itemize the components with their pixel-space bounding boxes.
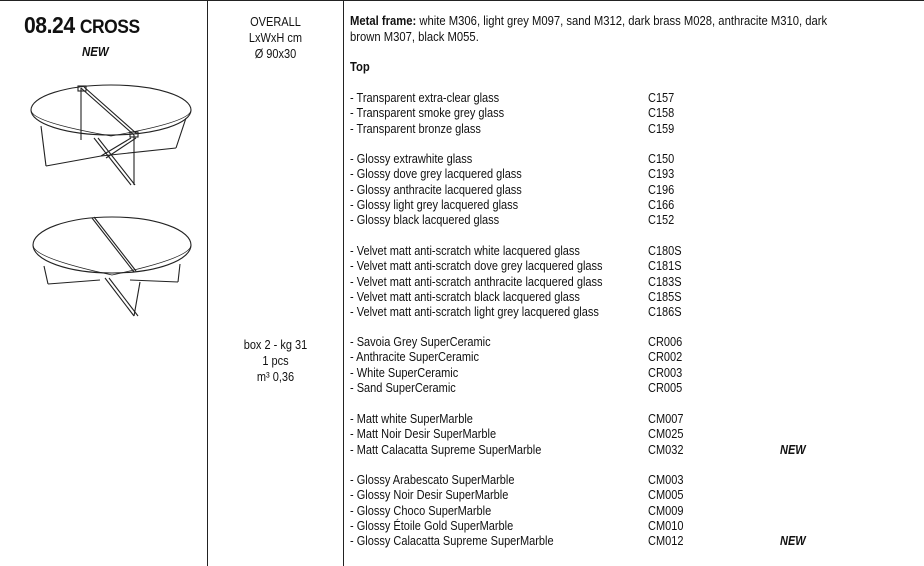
finish-row (350, 350, 910, 365)
finish-code: CR006 (648, 335, 683, 349)
finish-row (350, 259, 910, 274)
finish-code: CM009 (648, 503, 684, 518)
finish-row (350, 366, 910, 381)
finish-code: CR005 (648, 380, 683, 395)
finish-code: C150 (648, 152, 675, 166)
finish-code: C157 (648, 91, 675, 105)
finish-row (350, 275, 910, 290)
finish-row (350, 443, 910, 458)
finish-label: - Glossy extrawhite glass (350, 152, 473, 166)
new-badge-wrap (82, 43, 112, 61)
finish-row (350, 427, 910, 442)
finish-row (350, 122, 910, 137)
finish-group (350, 91, 910, 137)
finish-label: - Glossy Étoile Gold SuperMarble (350, 518, 514, 533)
finish-label: - Sand SuperCeramic (350, 380, 456, 395)
packaging-volume: m³ 0,36 (256, 370, 295, 384)
dimensions-value: Ø 90x30 (254, 47, 297, 61)
metal-frame-text: white M306, light grey M097, sand M312, dark brass M028, anthracite M310, dark brown M307, black M055. (350, 14, 828, 44)
column-divider-2 (343, 0, 344, 566)
finish-row (350, 244, 910, 259)
finish-code: C193 (648, 167, 675, 182)
finish-code: C186S (648, 305, 682, 320)
packaging-box: box 2 - kg 31 (243, 338, 308, 352)
finish-row (350, 519, 910, 534)
finish-label: - Matt white SuperMarble (350, 412, 473, 426)
finish-label: - Anthracite SuperCeramic (350, 350, 480, 365)
finish-row (350, 213, 910, 228)
finish-row (350, 412, 910, 427)
finish-label: - Matt Noir Desir SuperMarble (350, 427, 497, 442)
finish-code: CM003 (648, 473, 684, 487)
finish-code: CR002 (648, 350, 683, 365)
finish-label: - Transparent smoke grey glass (350, 106, 505, 121)
finish-label: - Velvet matt anti-scratch light grey lacquered glass (350, 305, 599, 320)
finish-row (350, 473, 910, 488)
finish-label: - Glossy light grey lacquered glass (350, 197, 519, 212)
packaging-block (216, 337, 335, 385)
finish-row (350, 91, 910, 106)
finish-label: - Glossy Noir Desir SuperMarble (350, 488, 509, 503)
finish-label: - Velvet matt anti-scratch white lacquered glass (350, 244, 580, 258)
new-badge: NEW (82, 44, 109, 59)
finish-label: - Glossy anthracite lacquered glass (350, 182, 522, 197)
finish-code: CM032 (648, 442, 684, 457)
finish-label: - Glossy Choco SuperMarble (350, 503, 492, 518)
finish-label: - Velvet matt anti-scratch dove grey lacquered glass (350, 259, 603, 274)
finish-label: - Glossy black lacquered glass (350, 213, 500, 228)
finish-label: - Velvet matt anti-scratch black lacquered glass (350, 289, 580, 304)
finish-row (350, 534, 910, 549)
finish-code: CM012 (648, 534, 684, 549)
finish-label: - Glossy dove grey lacquered glass (350, 167, 522, 182)
finish-code: C196 (648, 182, 675, 197)
finish-group (350, 412, 910, 458)
finish-label: - White SuperCeramic (350, 365, 459, 380)
finish-code: CM025 (648, 427, 684, 442)
finish-row (350, 305, 910, 320)
finish-new-badge: NEW (780, 534, 806, 549)
finish-group (350, 244, 910, 320)
product-code: 08.24 (24, 12, 75, 38)
product-name: CROSS (79, 17, 140, 38)
finish-code: C185S (648, 289, 682, 304)
packaging-pieces: 1 pcs (262, 354, 289, 368)
finish-row (350, 488, 910, 503)
finish-code: CM010 (648, 518, 684, 533)
product-title (24, 12, 140, 39)
finish-row (350, 167, 910, 182)
finish-code: C159 (648, 121, 675, 136)
finish-group (350, 335, 910, 396)
finish-row (350, 183, 910, 198)
finish-group (350, 473, 910, 549)
top-heading: Top (350, 60, 370, 74)
finish-label: - Savoia Grey SuperCeramic (350, 335, 491, 349)
metal-frame-finishes (350, 14, 854, 45)
finish-code: C180S (648, 244, 682, 258)
dimensions-header: OVERALL (250, 15, 301, 29)
finish-row (350, 152, 910, 167)
finish-code: CM007 (648, 412, 684, 426)
metal-frame-label: Metal frame: (350, 14, 417, 28)
finish-label: - Glossy Calacatta Supreme SuperMarble (350, 534, 554, 549)
finish-row (350, 335, 910, 350)
finish-code: C181S (648, 259, 682, 274)
table-drawing-glass (26, 78, 206, 193)
finish-code: CR003 (648, 365, 683, 380)
top-border (0, 0, 924, 1)
finish-row (350, 106, 910, 121)
finish-code: CM005 (648, 488, 684, 503)
finish-label: - Matt Calacatta Supreme SuperMarble (350, 442, 542, 457)
finish-code: C166 (648, 197, 675, 212)
finish-row (350, 198, 910, 213)
finish-label: - Velvet matt anti-scratch anthracite lacquered glass (350, 274, 603, 289)
finish-row (350, 504, 910, 519)
finish-label: - Transparent bronze glass (350, 121, 481, 136)
dimensions-units: LxWxH cm (248, 31, 303, 45)
finish-code: C158 (648, 106, 675, 121)
finish-row (350, 290, 910, 305)
dimensions-block (216, 14, 335, 62)
finish-row (350, 381, 910, 396)
finish-label: - Glossy Arabescato SuperMarble (350, 473, 515, 487)
finish-code: C152 (648, 213, 675, 228)
finish-code: C183S (648, 274, 682, 289)
finish-label: - Transparent extra-clear glass (350, 91, 500, 105)
finish-new-badge: NEW (780, 442, 806, 457)
finish-group (350, 152, 910, 228)
table-drawing-opaque (30, 212, 210, 322)
